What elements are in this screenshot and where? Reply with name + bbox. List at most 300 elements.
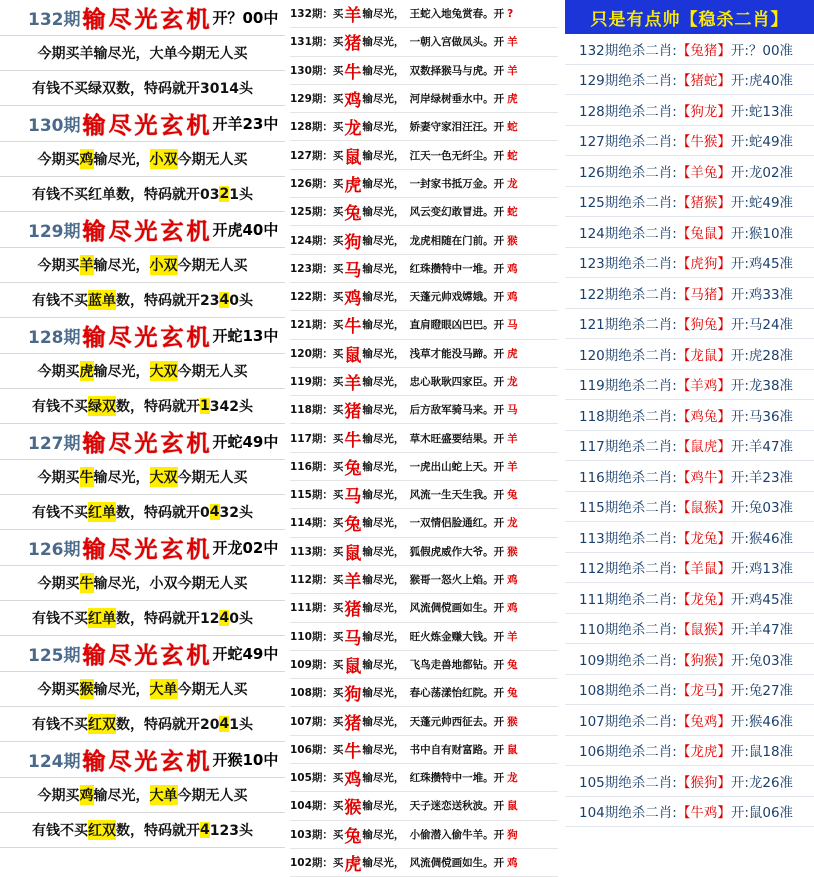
kill-result: 开:龙38准	[730, 378, 794, 395]
kill-result: 开:猴46准	[730, 530, 794, 547]
line-text: 今期买	[37, 576, 80, 592]
kill-row	[565, 522, 814, 553]
kill-result: 开:兔27准	[730, 683, 794, 700]
line-text: 今期买	[37, 788, 80, 804]
verse-zodiac: 兔	[344, 458, 362, 479]
verse-period: 128期：买	[290, 121, 344, 134]
verse-row	[290, 283, 558, 311]
verse-text: 输尽光， 江天一色无纤尘。开	[362, 149, 505, 162]
period-header	[0, 636, 285, 672]
kill-zodiac-pair: 【牛鸡】	[676, 805, 731, 822]
kill-row	[565, 492, 814, 523]
verse-period: 129期：买	[290, 93, 344, 106]
prediction-line	[0, 248, 285, 283]
verse-period: 125期：买	[290, 206, 344, 219]
line-text: 数，特码就开23	[116, 293, 220, 309]
verse-text: 输尽光， 娇妻守家泪汪汪。开	[362, 121, 505, 134]
kill-period: 125期绝杀二肖:	[579, 195, 677, 212]
verse-period: 110期：买	[290, 630, 344, 643]
kill-zodiac-pair: 【龙鼠】	[676, 347, 731, 364]
period-header	[0, 530, 285, 566]
prediction-line	[0, 36, 285, 71]
lose-all-verse-column	[290, 0, 558, 876]
line-text: 0头	[229, 293, 253, 309]
prediction-line	[0, 601, 285, 636]
kill-row	[565, 400, 814, 431]
period-result: 开？00中	[212, 9, 279, 27]
kill-zodiac-pair: 【猴狗】	[676, 774, 731, 791]
period-header	[0, 318, 285, 354]
kill-period: 105期绝杀二肖:	[579, 774, 677, 791]
kill-zodiac-pair: 【猪猴】	[676, 195, 731, 212]
period-result: 开猴10中	[212, 751, 279, 769]
line-text: 今期买	[37, 364, 80, 380]
highlighted-text: 猴	[80, 679, 94, 699]
prediction-line	[0, 354, 285, 389]
verse-zodiac: 鼠	[344, 543, 362, 564]
title-text: 输尽光玄机	[82, 748, 213, 775]
verse-text: 输尽光， 一双情侣脸通红。开	[362, 517, 505, 530]
kill-period: 112期绝杀二肖:	[579, 561, 677, 578]
line-text: 有钱不买	[32, 717, 88, 733]
highlighted-text: 4	[219, 610, 230, 626]
verse-outcome: 蛇	[507, 149, 518, 162]
verse-outcome: 兔	[507, 687, 518, 700]
highlighted-text: 牛	[80, 467, 94, 487]
kill-result: 开:虎28准	[730, 347, 794, 364]
kill-row	[565, 583, 814, 614]
verse-zodiac: 虎	[344, 175, 362, 196]
period-number: 130期	[28, 116, 81, 136]
kill-result: 开:羊47准	[730, 439, 794, 456]
highlighted-text: 大单	[150, 785, 178, 805]
kill-result: 开:兔03准	[730, 652, 794, 669]
verse-period: 123期：买	[290, 262, 344, 275]
verse-period: 130期：买	[290, 64, 344, 77]
verse-text: 输尽光， 河岸绿树垂水中。开	[362, 93, 505, 106]
verse-period: 120期：买	[290, 347, 344, 360]
kill-period: 126期绝杀二肖:	[579, 164, 677, 181]
verse-period: 116期：买	[290, 460, 344, 473]
highlighted-text: 牛	[80, 573, 94, 593]
title-text: 输尽光玄机	[82, 536, 213, 563]
kill-result: 开:虎40准	[730, 73, 794, 90]
kill-row	[565, 278, 814, 309]
highlighted-text: 4	[209, 504, 220, 520]
kill-result: 开:蛇49准	[730, 134, 794, 151]
verse-zodiac: 虎	[344, 855, 362, 876]
verse-outcome: 鸡	[507, 857, 518, 870]
verse-zodiac: 牛	[344, 741, 362, 762]
kill-period: 117期绝杀二肖:	[579, 439, 677, 456]
verse-row	[290, 764, 558, 792]
verse-outcome: 羊	[507, 64, 518, 77]
kill-zodiac-pair: 【鼠猴】	[676, 622, 731, 639]
verse-zodiac: 鼠	[344, 656, 362, 677]
kill-period: 115期绝杀二肖:	[579, 500, 677, 517]
verse-period: 111期：买	[290, 602, 344, 615]
verse-zodiac: 马	[344, 487, 362, 508]
line-text: 今期买	[37, 470, 80, 486]
period-result: 开蛇49中	[212, 433, 279, 451]
verse-zodiac: 牛	[344, 62, 362, 83]
verse-outcome: 龙	[507, 517, 518, 530]
line-text: 输尽光，	[93, 258, 150, 274]
prediction-line	[0, 142, 285, 177]
verse-row	[290, 0, 558, 28]
verse-row	[290, 849, 558, 877]
highlighted-text: 虎	[80, 361, 94, 381]
kill-row	[565, 461, 814, 492]
verse-text: 输尽光， 一虎出山蛇上天。开	[362, 460, 505, 473]
verse-row	[290, 736, 558, 764]
title-text: 输尽光玄机	[82, 642, 213, 669]
verse-period: 124期：买	[290, 234, 344, 247]
kill-zodiac-pair: 【龙兔】	[676, 530, 731, 547]
verse-zodiac: 兔	[344, 826, 362, 847]
line-text: 今期买羊输尽光，大单今期无人买	[37, 46, 248, 62]
kill-result: 开:蛇13准	[730, 103, 794, 120]
period-header	[0, 212, 285, 248]
kill-zodiac-pair: 【鼠猴】	[676, 500, 731, 517]
period-number: 126期	[28, 540, 81, 560]
kill-row	[565, 614, 814, 645]
highlighted-text: 小双	[150, 149, 178, 169]
prediction-line	[0, 283, 285, 318]
verse-text: 输尽光， 风流倜傥画如生。开	[362, 602, 505, 615]
period-header	[0, 106, 285, 142]
verse-text: 输尽光， 红珠攒特中一堆。开	[362, 262, 505, 275]
period-result: 开羊23中	[212, 115, 279, 133]
verse-zodiac: 羊	[344, 374, 362, 394]
verse-text: 输尽光， 风流倜傥画如生。开	[362, 857, 505, 870]
kill-period: 132期绝杀二肖:	[579, 42, 677, 59]
verse-text: 输尽光， 天子迷恋送秋波。开	[362, 800, 505, 813]
verse-zodiac: 鼠	[344, 147, 362, 168]
kill-zodiac-pair: 【羊鸡】	[676, 378, 731, 395]
verse-outcome: 羊	[507, 460, 518, 473]
period-header	[0, 742, 285, 778]
highlighted-text: 红单	[88, 608, 116, 628]
verse-period: 121期：买	[290, 319, 344, 332]
verse-row	[290, 255, 558, 283]
kill-period: 108期绝杀二肖:	[579, 683, 677, 700]
kill-row	[565, 248, 814, 279]
verse-row	[290, 141, 558, 169]
line-text: 今期无人买	[177, 682, 248, 698]
line-text: 数，特码就开	[116, 823, 200, 839]
kill-row	[565, 309, 814, 340]
verse-text: 输尽光， 风云变幻敢冒进。开	[362, 206, 505, 219]
verse-outcome: 羊	[507, 630, 518, 643]
verse-row	[290, 57, 558, 85]
verse-row	[290, 509, 558, 537]
highlighted-text: 鸡	[80, 785, 94, 805]
verse-row	[290, 821, 558, 849]
line-text: 输尽光，	[93, 364, 150, 380]
verse-text: 输尽光， 旺火炼金赚大钱。开	[362, 630, 505, 643]
verse-outcome: 马	[507, 404, 518, 417]
kill-period: 119期绝杀二肖:	[579, 378, 677, 395]
highlighted-text: 红双	[88, 820, 116, 840]
kill-period: 110期绝杀二肖:	[579, 622, 677, 639]
kill-row	[565, 644, 814, 675]
line-text: 输尽光，小双今期无人买	[93, 576, 248, 592]
kill-row	[565, 766, 814, 797]
kill-zodiac-pair: 【羊兔】	[676, 164, 731, 181]
verse-outcome: 狗	[507, 828, 518, 841]
verse-text: 输尽光， 浅草才能没马蹄。开	[362, 347, 505, 360]
line-text: 今期无人买	[177, 258, 248, 274]
verse-period: 126期：买	[290, 177, 344, 190]
kill-result: 开:兔03准	[730, 500, 794, 517]
line-text: 1头	[229, 717, 253, 733]
verse-text: 输尽光， 飞鸟走兽地都钻。开	[362, 658, 505, 671]
line-text: 342头	[209, 399, 253, 415]
line-text: 0头	[229, 611, 253, 627]
kill-result: 开:鸡45准	[730, 591, 794, 608]
period-result: 开龙02中	[212, 539, 279, 557]
verse-period: 127期：买	[290, 149, 344, 162]
period-number: 125期	[28, 646, 81, 666]
verse-row	[290, 707, 558, 735]
verse-text: 输尽光， 书中自有财富路。开	[362, 743, 505, 756]
verse-zodiac: 兔	[344, 204, 362, 225]
verse-row	[290, 651, 558, 679]
prediction-line	[0, 389, 285, 424]
verse-zodiac: 马	[344, 628, 362, 649]
highlighted-text: 鸡	[80, 149, 94, 169]
kill-result: 开:鸡33准	[730, 286, 794, 303]
line-text: 数，特码就开20	[116, 717, 220, 733]
kill-row	[565, 34, 814, 65]
kill-result: 开:羊23准	[730, 469, 794, 486]
kill-zodiac-pair: 【狗猴】	[676, 652, 731, 669]
verse-text: 输尽光， 狐假虎威作大爷。开	[362, 545, 505, 558]
verse-outcome: 虎	[507, 93, 518, 106]
verse-text: 输尽光， 双数择猴马与虎。开	[362, 64, 505, 77]
highlighted-text: 2	[219, 186, 230, 202]
verse-outcome: 鸡	[507, 291, 518, 304]
period-number: 124期	[28, 752, 81, 772]
highlighted-text: 大双	[150, 361, 178, 381]
verse-outcome: 龙	[507, 376, 518, 388]
line-text: 今期无人买	[177, 152, 248, 168]
kill-row	[565, 553, 814, 584]
kill-result: 开:羊47准	[730, 622, 794, 639]
kill-zodiac-pair: 【兔猪】	[676, 42, 731, 59]
title-text: 输尽光玄机	[82, 6, 213, 33]
kill-period: 120期绝杀二肖:	[579, 347, 677, 364]
verse-period: 103期：买	[290, 828, 344, 841]
line-text: 32头	[219, 505, 253, 521]
highlighted-text: 4	[219, 292, 230, 308]
title-text: 输尽光玄机	[82, 430, 213, 457]
kill-period: 104期绝杀二肖:	[579, 805, 677, 822]
kill-two-zodiac-column	[565, 0, 814, 823]
kill-zodiac-pair: 【鼠虎】	[676, 439, 731, 456]
verse-row	[290, 198, 558, 226]
title-text: 输尽光玄机	[82, 218, 213, 245]
verse-period: 112期：买	[290, 574, 344, 587]
kill-row	[565, 187, 814, 218]
verse-outcome: 马	[507, 319, 518, 332]
verse-row	[290, 368, 558, 396]
kill-result: 开:龙02准	[730, 164, 794, 181]
kill-row	[565, 95, 814, 126]
verse-text: 输尽光， 风流一生天生我。开	[362, 489, 505, 502]
prediction-line	[0, 566, 285, 601]
line-text: 有钱不买	[32, 293, 88, 309]
verse-period: 104期：买	[290, 800, 344, 813]
verse-zodiac: 鸡	[344, 289, 362, 310]
prediction-line	[0, 495, 285, 530]
prediction-line	[0, 778, 285, 813]
verse-period: 117期：买	[290, 432, 344, 445]
verse-period: 132期：买	[290, 8, 344, 21]
highlighted-text: 红双	[88, 714, 116, 734]
line-text: 今期买	[37, 682, 80, 698]
period-number: 129期	[28, 222, 81, 242]
verse-outcome: 兔	[507, 489, 518, 502]
highlighted-text: 红单	[88, 502, 116, 522]
line-text: 有钱不买红单数，特码就开03	[32, 187, 220, 203]
verse-text: 输尽光， 龙虎相随在门前。开	[362, 234, 505, 247]
kill-row	[565, 339, 814, 370]
verse-outcome: 虎	[507, 347, 518, 360]
verse-outcome: 猴	[507, 234, 518, 247]
highlighted-text: 4	[200, 822, 210, 838]
verse-outcome: ?	[507, 7, 514, 20]
verse-outcome: 猴	[507, 545, 518, 558]
period-number: 132期	[28, 10, 81, 30]
kill-row	[565, 65, 814, 96]
prediction-line	[0, 707, 285, 742]
kill-result: 开:蛇49准	[730, 195, 794, 212]
kill-row	[565, 370, 814, 401]
verse-row	[290, 623, 558, 651]
verse-text: 输尽光， 后方敌军骑马来。开	[362, 404, 505, 417]
period-number: 128期	[28, 328, 81, 348]
line-text: 数，特码就开	[116, 399, 200, 415]
kill-result: 开:鸡45准	[730, 256, 794, 273]
kill-period: 129期绝杀二肖:	[579, 73, 677, 90]
verse-outcome: 蛇	[507, 121, 518, 134]
kill-period: 111期绝杀二肖:	[579, 591, 677, 608]
kill-row	[565, 156, 814, 187]
verse-zodiac: 羊	[344, 572, 362, 593]
verse-zodiac: 马	[344, 260, 362, 281]
kill-zodiac-pair: 【马猪】	[676, 286, 731, 303]
line-text: 输尽光，	[93, 470, 150, 486]
kill-row	[565, 217, 814, 248]
verse-row	[290, 538, 558, 566]
verse-zodiac: 猪	[344, 600, 362, 621]
kill-period: 118期绝杀二肖:	[579, 408, 677, 425]
kill-zodiac-pair: 【兔鸡】	[676, 713, 731, 730]
verse-row	[290, 424, 558, 452]
verse-row	[290, 481, 558, 509]
verse-period: 106期：买	[290, 743, 344, 756]
verse-outcome: 龙	[507, 177, 518, 190]
period-header	[0, 424, 285, 460]
line-text: 数，特码就开0	[116, 505, 210, 521]
verse-outcome: 鸡	[507, 262, 518, 275]
verse-row	[290, 792, 558, 820]
period-result: 开虎40中	[212, 221, 279, 239]
verse-zodiac: 猪	[344, 402, 362, 423]
verse-row	[290, 679, 558, 707]
kill-row	[565, 705, 814, 736]
verse-zodiac: 鼠	[344, 345, 362, 366]
kill-result: 开:？00准	[730, 42, 794, 59]
line-text: 1头	[229, 187, 253, 203]
kill-row	[565, 797, 814, 828]
period-number: 127期	[28, 434, 81, 454]
verse-zodiac: 兔	[344, 515, 362, 536]
verse-zodiac: 羊	[344, 6, 362, 27]
kill-period: 116期绝杀二肖:	[579, 469, 677, 486]
verse-text: 输尽光， 直肩瞪眼凶巴巴。开	[362, 319, 505, 332]
kill-two-zodiac-header: 只是有点帅【稳杀二肖】	[565, 0, 814, 34]
verse-period: 105期：买	[290, 772, 344, 785]
highlighted-text: 大单	[150, 679, 178, 699]
verse-row	[290, 226, 558, 254]
highlighted-text: 蓝单	[88, 290, 116, 310]
period-prediction-column	[0, 0, 285, 839]
verse-text: 输尽光， 一朝入宫做凤头。开	[362, 36, 505, 49]
kill-period: 123期绝杀二肖:	[579, 256, 677, 273]
verse-outcome: 羊	[507, 432, 518, 445]
kill-row	[565, 736, 814, 767]
kill-row	[565, 431, 814, 462]
kill-period: 127期绝杀二肖:	[579, 134, 677, 151]
verse-outcome: 兔	[507, 658, 518, 671]
verse-row	[290, 340, 558, 368]
verse-period: 119期：买	[290, 376, 344, 388]
line-text: 123头	[209, 823, 253, 839]
verse-row	[290, 85, 558, 113]
verse-period: 114期：买	[290, 517, 344, 530]
verse-outcome: 鼠	[507, 800, 518, 813]
kill-period: 122期绝杀二肖:	[579, 286, 677, 303]
prediction-line	[0, 71, 285, 106]
prediction-line	[0, 813, 285, 848]
kill-period: 107期绝杀二肖:	[579, 713, 677, 730]
kill-result: 开:猴10准	[730, 225, 794, 242]
line-text: 今期买	[37, 258, 80, 274]
period-result: 开蛇13中	[212, 327, 279, 345]
verse-row	[290, 566, 558, 594]
verse-outcome: 蛇	[507, 206, 518, 219]
kill-period: 124期绝杀二肖:	[579, 225, 677, 242]
highlighted-text: 小双	[150, 255, 178, 275]
verse-outcome: 猴	[507, 715, 518, 728]
line-text: 有钱不买绿双数，特码就开3014头	[32, 81, 253, 97]
prediction-line	[0, 672, 285, 707]
highlighted-text: 大双	[150, 467, 178, 487]
prediction-line	[0, 460, 285, 495]
verse-text: 输尽光， 小偷潜入偷牛羊。开	[362, 828, 505, 841]
kill-result: 开:马36准	[730, 408, 794, 425]
verse-zodiac: 牛	[344, 430, 362, 451]
verse-text: 输尽光， 红珠攒特中一堆。开	[362, 772, 505, 785]
verse-outcome: 龙	[507, 772, 518, 785]
verse-period: 115期：买	[290, 489, 344, 502]
kill-zodiac-pair: 【龙马】	[676, 683, 731, 700]
kill-result: 开:鼠06准	[730, 805, 794, 822]
verse-period: 102期：买	[290, 857, 344, 870]
